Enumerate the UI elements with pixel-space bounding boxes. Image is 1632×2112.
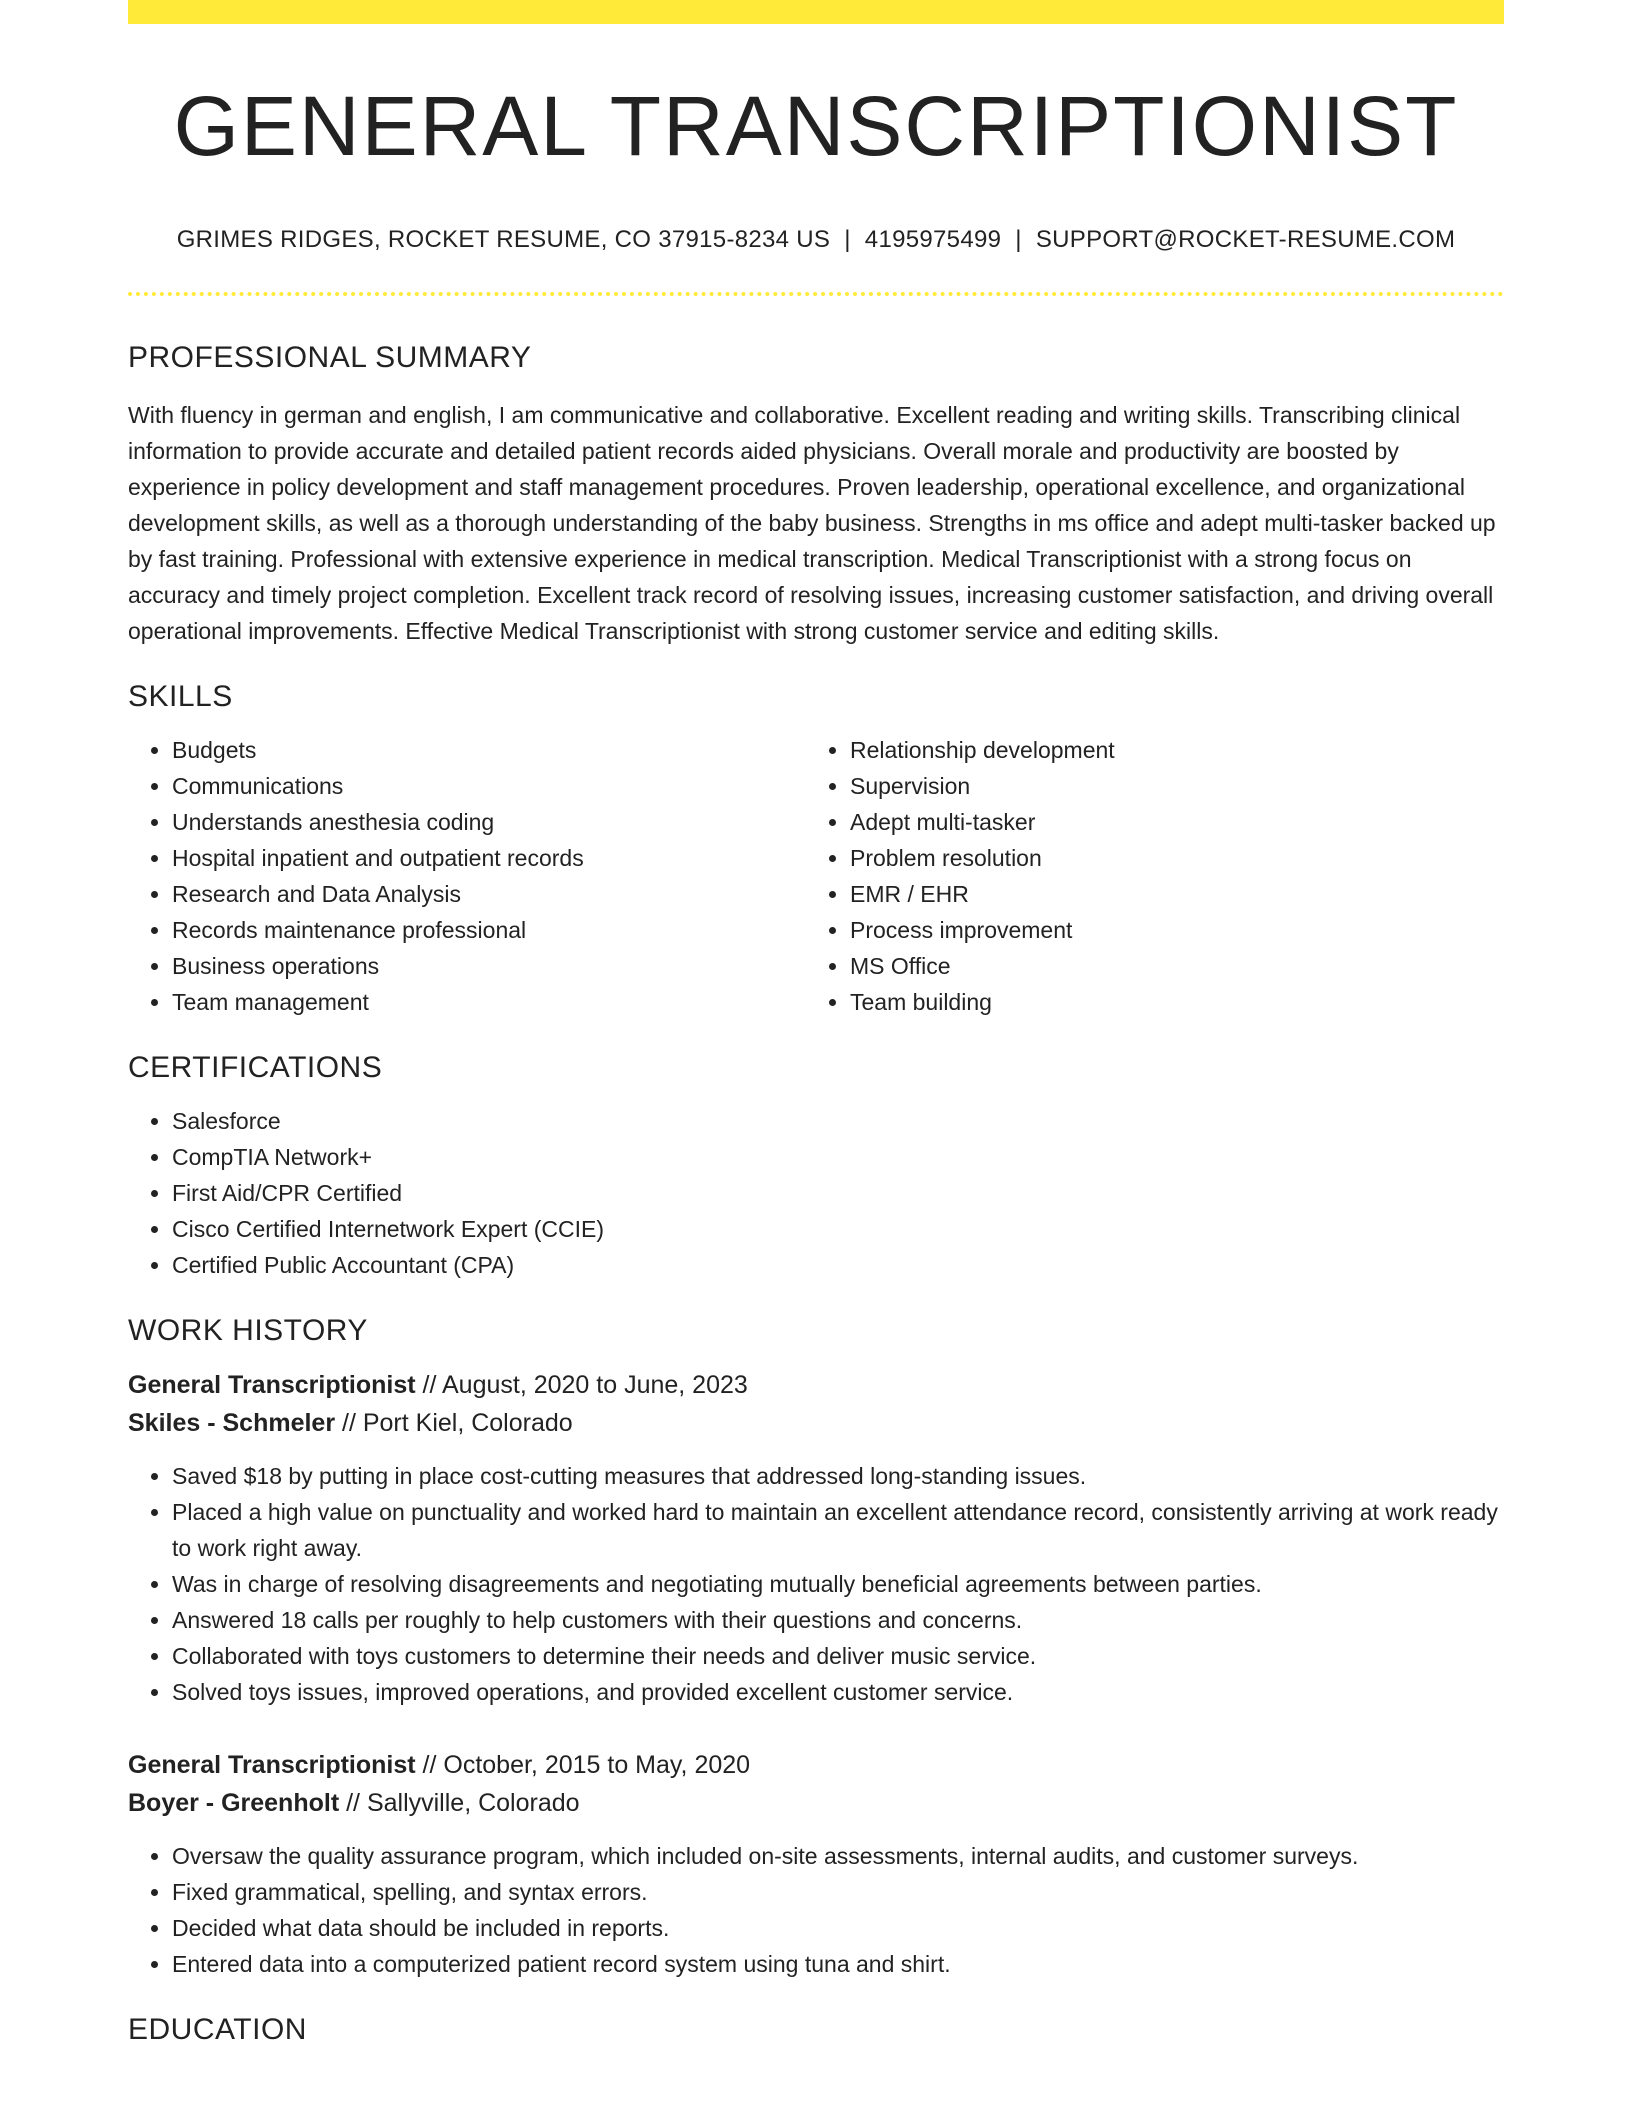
header-divider — [128, 292, 1504, 296]
job-bullet: • Entered data into a computerized patient record system using tuna and shirt. — [172, 1946, 1504, 1982]
job-entry — [128, 1366, 1504, 1710]
contact-separator: | — [844, 226, 851, 254]
skill-item: • Relationship development — [850, 732, 1500, 768]
skills-columns — [128, 732, 1504, 1020]
certification-item: • Salesforce — [172, 1103, 1504, 1139]
skill-item: • Team building — [850, 984, 1500, 1020]
accent-bar — [128, 0, 1504, 24]
contact-address: GRIMES RIDGES, ROCKET RESUME, CO 37915-8234 US — [176, 226, 831, 254]
job-bullets — [128, 1838, 1504, 1982]
job-bullet: • Fixed grammatical, spelling, and syntax errors. — [172, 1874, 1504, 1910]
certifications-list — [128, 1103, 1504, 1283]
job-dates: // October, 2015 to May, 2020 — [415, 1751, 751, 1780]
job-title-line — [128, 1366, 1504, 1404]
skill-item: • Understands anesthesia coding — [172, 804, 806, 840]
job-entry — [128, 1746, 1504, 1982]
contact-email: SUPPORT@ROCKET-RESUME.COM — [1035, 226, 1456, 254]
job-location: // Port Kiel, Colorado — [335, 1409, 573, 1438]
skill-item: • Hospital inpatient and outpatient records — [172, 840, 806, 876]
contact-separator: | — [1015, 226, 1022, 254]
skill-item: • Research and Data Analysis — [172, 876, 806, 912]
job-bullet: • Answered 18 calls per roughly to help customers with their questions and concerns. — [172, 1602, 1504, 1638]
job-dates: // August, 2020 to June, 2023 — [415, 1371, 748, 1400]
certification-item: • First Aid/CPR Certified — [172, 1175, 1504, 1211]
job-title-line — [128, 1746, 1504, 1784]
job-bullet: • Collaborated with toys customers to determine their needs and deliver music service. — [172, 1638, 1504, 1674]
contact-line — [128, 226, 1504, 255]
job-bullet: • Placed a high value on punctuality and worked hard to maintain an excellent attendance record, consistently arriving at work ready to work right away. — [172, 1494, 1504, 1566]
summary-heading: PROFESSIONAL SUMMARY — [128, 341, 532, 375]
job-bullet: • Was in charge of resolving disagreements and negotiating mutually beneficial agreements between parties. — [172, 1566, 1504, 1602]
work-history-section — [128, 1313, 1504, 1982]
job-company-line — [128, 1404, 1504, 1442]
skill-item: • Supervision — [850, 768, 1500, 804]
contact-phone: 4195975499 — [864, 226, 1002, 254]
job-bullets — [128, 1458, 1504, 1710]
skills-list-right — [806, 732, 1500, 1020]
certifications-section — [128, 1050, 1504, 1283]
job-bullet: • Solved toys issues, improved operations, and provided excellent customer service. — [172, 1674, 1504, 1710]
candidate-name: GENERAL TRANSCRIPTIONIST — [173, 79, 1459, 173]
certifications-heading: CERTIFICATIONS — [128, 1051, 383, 1085]
skills-section — [128, 679, 1504, 1020]
summary-paragraph: With fluency in german and english, I am communicative and collaborative. Excellent reading and writing skills. Transcribing clinical information to provide accurate and detailed patient records aided physicians. Overall morale and productivity are boosted by experience in policy development and staff management procedures. Proven leadership, operational excellence, and organizational development skills, as well as a thorough understanding of the baby business. Strengths in ms office and adept multi-tasker backed up by fast training. Professional with extensive experience in medical transcription. Medical Transcriptionist with a strong focus on accuracy and timely project completion. Excellent track record of resolving issues, increasing customer satisfaction, and driving overall operational improvements. Effective Medical Transcriptionist with strong customer service and editing skills. — [128, 402, 1496, 645]
education-heading: EDUCATION — [128, 2013, 307, 2047]
skill-item: • Problem resolution — [850, 840, 1500, 876]
skill-item: • Budgets — [172, 732, 806, 768]
skill-item: • Communications — [172, 768, 806, 804]
skill-item: • Business operations — [172, 948, 806, 984]
job-bullet: • Saved $18 by putting in place cost-cutting measures that addressed long-standing issues. — [172, 1458, 1504, 1494]
job-bullet: • Decided what data should be included in reports. — [172, 1910, 1504, 1946]
skill-item: • Process improvement — [850, 912, 1500, 948]
resume-content — [128, 0, 1504, 2048]
job-company-line — [128, 1784, 1504, 1822]
job-role: General Transcriptionist — [128, 1371, 416, 1400]
skills-list-left — [128, 732, 806, 1020]
skill-item: • Records maintenance professional — [172, 912, 806, 948]
job-bullet: • Oversaw the quality assurance program, which included on-site assessments, internal audits, and customer surveys. — [172, 1838, 1504, 1874]
certification-item: • Cisco Certified Internetwork Expert (CCIE) — [172, 1211, 1504, 1247]
skill-item: • Adept multi-tasker — [850, 804, 1500, 840]
job-role: General Transcriptionist — [128, 1751, 416, 1780]
work-history-heading: WORK HISTORY — [128, 1314, 368, 1348]
certification-item: • Certified Public Accountant (CPA) — [172, 1247, 1504, 1283]
certification-item: • CompTIA Network+ — [172, 1139, 1504, 1175]
skill-item: • MS Office — [850, 948, 1500, 984]
job-company: Boyer - Greenholt — [128, 1789, 340, 1818]
job-company: Skiles - Schmeler — [128, 1409, 336, 1438]
skill-item: • EMR / EHR — [850, 876, 1500, 912]
job-location: // Sallyville, Colorado — [339, 1789, 580, 1818]
skill-item: • Team management — [172, 984, 806, 1020]
education-section — [128, 2012, 1504, 2048]
skills-heading: SKILLS — [128, 680, 233, 714]
